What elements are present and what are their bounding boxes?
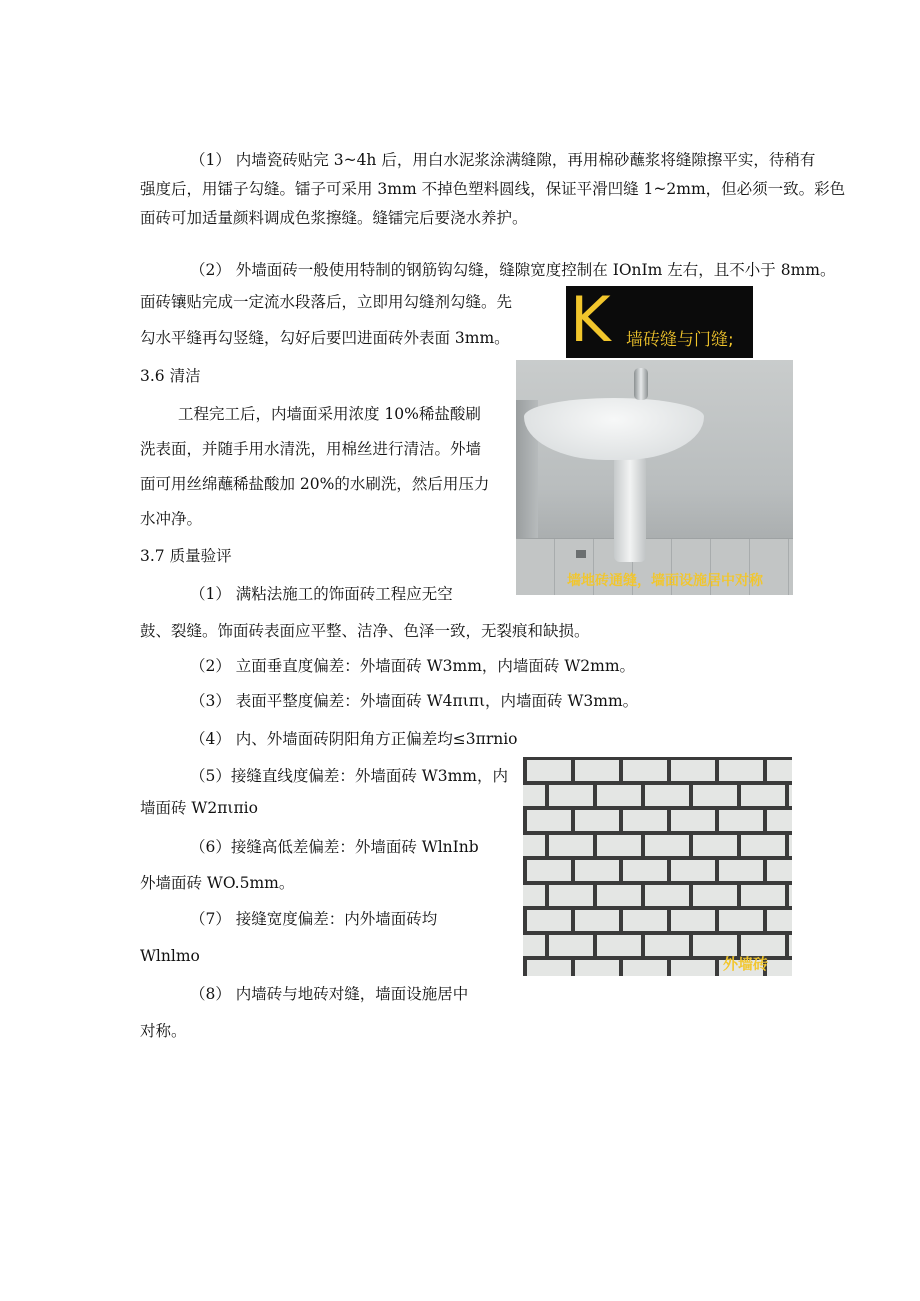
tile: [575, 960, 619, 976]
tile: [693, 885, 737, 906]
section-3-6-heading: 3.6 清洁: [140, 367, 201, 385]
section-3-7-heading: 3.7 质量验评: [140, 547, 232, 565]
s36-line1: 工程完工后，内墙面采用浓度 10%稀盐酸刷: [178, 405, 481, 423]
tile: [671, 810, 715, 831]
tile: [789, 935, 792, 956]
s37-item7-line1: （7） 接缝宽度偏差：内外墙面砖均: [190, 910, 438, 928]
tile: [549, 785, 593, 806]
tile: [575, 910, 619, 931]
tile: [597, 885, 641, 906]
tile: [523, 885, 545, 906]
tile: [623, 860, 667, 881]
p2-line1: （2） 外墙面砖一般使用特制的钢筋钩勾缝，缝隙宽度控制在 IOnIm 左右，且不小于 8mm。: [190, 261, 836, 279]
tile: [767, 810, 792, 831]
s37-item6-line1: （6）接缝高低差偏差：外墙面砖 WlnInb: [190, 838, 479, 856]
tile: [693, 785, 737, 806]
s37-item6-line2: 外墙面砖 WO.5mm。: [140, 874, 295, 892]
tile: [719, 760, 763, 781]
s37-item1-line2: 鼓、裂缝。饰面砖表面应平整、洁净、色泽一致，无裂痕和缺损。: [140, 622, 590, 640]
tile: [549, 835, 593, 856]
tile: [767, 760, 792, 781]
tile: [645, 785, 689, 806]
p1-line3: 面砖可加适量颜料调成色浆擦缝。缝镭完后要浇水养护。: [140, 209, 528, 227]
tile: [575, 810, 619, 831]
tile: [789, 785, 792, 806]
p2-line2: 面砖镶贴完成一定流水段落后，立即用勾缝剂勾缝。先: [140, 293, 513, 311]
tile: [549, 885, 593, 906]
tile: [741, 785, 785, 806]
tile: [789, 835, 792, 856]
s37-item1-line1: （1） 满粘法施工的饰面砖工程应无空: [190, 585, 453, 603]
tile: [623, 810, 667, 831]
s37-item5-line2: 墙面砖 W2πιπio: [140, 799, 258, 817]
tile: [623, 910, 667, 931]
p1-line2: 强度后，用镭子勾缝。镭子可采用 3mm 不掉色塑料圆线，保证平滑凹缝 1~2mm，但必须一致。彩色: [140, 180, 846, 198]
p2-line3: 勾水平缝再勾竖缝，勾好后要凹进面砖外表面 3mm。: [140, 329, 510, 347]
tile: [741, 835, 785, 856]
tile: [645, 835, 689, 856]
tile: [719, 860, 763, 881]
brick-wall-photo-caption: 外墙砖: [723, 955, 769, 973]
tile: [623, 960, 667, 976]
s37-item2: （2） 立面垂直度偏差：外墙面砖 W3mm，内墙面砖 W2mm。: [190, 657, 636, 675]
tile: [741, 885, 785, 906]
banner-caption: 墙砖缝与门缝;: [626, 330, 734, 350]
s37-item5-line1: （5）接缝直线度偏差：外墙面砖 W3mm，内: [190, 767, 508, 785]
tile: [527, 760, 571, 781]
tile: [767, 910, 792, 931]
tile: [767, 860, 792, 881]
tile: [719, 810, 763, 831]
tile: [523, 935, 545, 956]
tile: [549, 935, 593, 956]
tile: [575, 760, 619, 781]
tile: [575, 860, 619, 881]
tile: [671, 960, 715, 976]
s37-item4: （4） 内、外墙面砖阴阳角方正偏差均≤3πrnio: [190, 730, 518, 748]
tile: [671, 910, 715, 931]
sink-photo: [516, 360, 793, 595]
tile: [527, 910, 571, 931]
banner-letter: K: [570, 283, 611, 356]
sink-photo-caption: 墙地砖通缝，墙面设施居中对称: [567, 573, 763, 589]
s36-line3: 面可用丝绵蘸稀盐酸加 20%的水刷洗，然后用压力: [140, 475, 490, 493]
brick-pattern: [523, 757, 792, 976]
tile: [527, 860, 571, 881]
tile: [645, 935, 689, 956]
tile: [767, 960, 792, 976]
brick-wall-photo: [523, 757, 792, 976]
s36-line4: 水冲净。: [140, 510, 203, 528]
p1-line1: （1） 内墙瓷砖贴完 3~4h 后，用白水泥浆涂满缝隙，再用棉砂蘸浆将缝隙擦平实，待稍有: [190, 151, 816, 169]
tile: [645, 885, 689, 906]
tile: [597, 935, 641, 956]
tile: [523, 785, 545, 806]
tile: [671, 860, 715, 881]
s37-item8-line1: （8） 内墙砖与地砖对缝，墙面设施居中: [190, 985, 469, 1003]
tile: [693, 835, 737, 856]
tile: [597, 785, 641, 806]
tile: [527, 960, 571, 976]
s36-line2: 洗表面，并随手用水清洗，用棉丝进行清洁。外墙: [140, 440, 482, 458]
s37-item3: （3） 表面平整度偏差：外墙面砖 W4πιπι，内墙面砖 W3mm。: [190, 692, 639, 710]
tile: [719, 910, 763, 931]
banner-image: [566, 283, 753, 358]
s37-item8-line2: 对称。: [140, 1022, 187, 1040]
tile: [671, 760, 715, 781]
s37-item7-line2: Wlnlmo: [140, 947, 200, 965]
tile: [623, 760, 667, 781]
tile: [527, 810, 571, 831]
tile: [597, 835, 641, 856]
tile: [523, 835, 545, 856]
tile: [789, 885, 792, 906]
